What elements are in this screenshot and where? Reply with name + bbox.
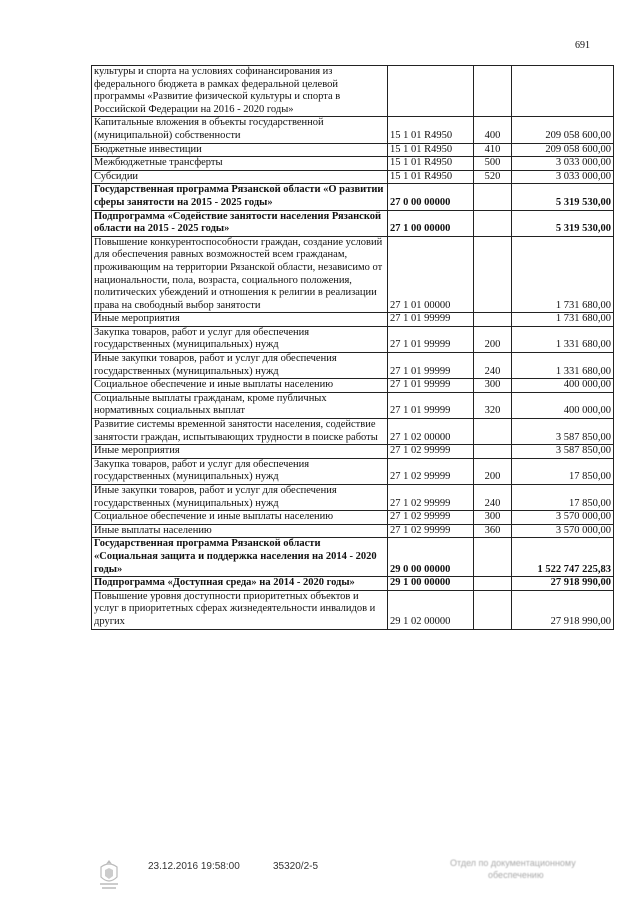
row-name-cell: Капитальные вложения в объекты государственной (муниципальной) собственности (92, 117, 388, 143)
page-number: 691 (575, 40, 590, 51)
row-expense-type-cell: 300 (474, 511, 512, 525)
table-row (92, 485, 614, 511)
row-name-cell: Субсидии (92, 170, 388, 184)
row-expense-type-cell: 500 (474, 157, 512, 171)
row-name-cell: Закупка товаров, работ и услуг для обеспечения государственных (муниципальных) нужд (92, 458, 388, 484)
table-row (92, 210, 614, 236)
row-expense-type-cell: 300 (474, 379, 512, 393)
row-code-cell: 27 1 01 99999 (388, 313, 474, 327)
row-amount-cell: 1 331 680,00 (512, 353, 614, 379)
row-code-cell: 29 1 02 00000 (388, 590, 474, 629)
row-name-cell: Развитие системы временной занятости населения, содействие занятости граждан, испытывающих трудности в поиске работы (92, 419, 388, 445)
row-name-cell: Иные закупки товаров, работ и услуг для обеспечения государственных (муниципальных) нужд (92, 353, 388, 379)
row-code-cell: 27 1 01 99999 (388, 353, 474, 379)
row-expense-type-cell: 240 (474, 485, 512, 511)
row-expense-type-cell: 410 (474, 143, 512, 157)
row-expense-type-cell: 200 (474, 326, 512, 352)
row-expense-type-cell: 200 (474, 458, 512, 484)
row-amount-cell: 400 000,00 (512, 379, 614, 393)
footer-datetime: 23.12.2016 19:58:00 (148, 861, 240, 872)
row-code-cell: 27 1 02 99999 (388, 458, 474, 484)
table-row (92, 353, 614, 379)
row-name-cell: Иные мероприятия (92, 445, 388, 459)
row-amount-cell: 3 033 000,00 (512, 170, 614, 184)
row-expense-type-cell: 520 (474, 170, 512, 184)
row-expense-type-cell (474, 236, 512, 313)
row-name-cell: Иные мероприятия (92, 313, 388, 327)
row-code-cell: 15 1 01 R4950 (388, 117, 474, 143)
table-row (92, 117, 614, 143)
table-row (92, 379, 614, 393)
row-expense-type-cell: 360 (474, 524, 512, 538)
coat-of-arms-icon (96, 857, 122, 891)
row-amount-cell: 400 000,00 (512, 392, 614, 418)
row-name-cell: Государственная программа Рязанской области «Социальная защита и поддержка населения на 2014 - 2020 годы» (92, 538, 388, 577)
row-amount-cell: 27 918 990,00 (512, 577, 614, 591)
row-code-cell: 27 1 02 99999 (388, 485, 474, 511)
table-row (92, 157, 614, 171)
table-row (92, 66, 614, 117)
row-name-cell: культуры и спорта на условиях софинансирования из федерального бюджета в рамках федеральной целевой программы «Развитие физической культуры и спорта в Российской Федерации на 2016 - 2020 годы» (92, 66, 388, 117)
row-code-cell: 15 1 01 R4950 (388, 170, 474, 184)
row-code-cell: 15 1 01 R4950 (388, 143, 474, 157)
row-amount-cell: 17 850,00 (512, 485, 614, 511)
row-code-cell: 29 1 00 00000 (388, 577, 474, 591)
table-row (92, 511, 614, 525)
row-expense-type-cell (474, 590, 512, 629)
row-amount-cell: 5 319 530,00 (512, 184, 614, 210)
row-code-cell: 27 1 01 99999 (388, 379, 474, 393)
row-name-cell: Иные выплаты населению (92, 524, 388, 538)
budget-table (91, 65, 614, 630)
row-amount-cell: 5 319 530,00 (512, 210, 614, 236)
row-amount-cell: 209 058 600,00 (512, 117, 614, 143)
row-expense-type-cell (474, 538, 512, 577)
row-name-cell: Социальное обеспечение и иные выплаты населению (92, 511, 388, 525)
row-expense-type-cell: 320 (474, 392, 512, 418)
row-amount-cell (512, 66, 614, 117)
row-amount-cell: 209 058 600,00 (512, 143, 614, 157)
table-row (92, 170, 614, 184)
row-code-cell (388, 66, 474, 117)
row-code-cell: 27 1 02 00000 (388, 419, 474, 445)
row-code-cell: 15 1 01 R4950 (388, 157, 474, 171)
row-name-cell: Подпрограмма «Доступная среда» на 2014 - 2020 годы» (92, 577, 388, 591)
row-name-cell: Государственная программа Рязанской области «О развитии сферы занятости на 2015 - 2025 годы» (92, 184, 388, 210)
row-amount-cell: 17 850,00 (512, 458, 614, 484)
page-footer (0, 857, 640, 897)
row-expense-type-cell (474, 210, 512, 236)
row-name-cell: Повышение конкурентоспособности граждан, создание условий для обеспечения равных возможностей всем гражданам, проживающим на территории Рязанской области, независимо от национальности, пола, возраста, социального положения, политических убеждений и отношения к религии в реализации права на свободный выбор занятости (92, 236, 388, 313)
row-code-cell: 27 1 02 99999 (388, 511, 474, 525)
table-row (92, 458, 614, 484)
footer-document-id: 35320/2-5 (273, 861, 319, 872)
row-amount-cell: 1 731 680,00 (512, 236, 614, 313)
row-code-cell: 27 1 00 00000 (388, 210, 474, 236)
row-expense-type-cell (474, 577, 512, 591)
row-amount-cell: 3 587 850,00 (512, 419, 614, 445)
row-code-cell: 27 1 01 00000 (388, 236, 474, 313)
footer-watermark-stamp (450, 857, 576, 881)
row-name-cell: Повышение уровня доступности приоритетных объектов и услуг в приоритетных сферах жизнедеятельности инвалидов и других (92, 590, 388, 629)
table-row (92, 236, 614, 313)
row-expense-type-cell (474, 66, 512, 117)
row-amount-cell: 1 522 747 225,83 (512, 538, 614, 577)
row-code-cell: 27 1 02 99999 (388, 524, 474, 538)
row-amount-cell: 1 731 680,00 (512, 313, 614, 327)
row-code-cell: 27 1 02 99999 (388, 445, 474, 459)
table-row (92, 590, 614, 629)
row-expense-type-cell (474, 313, 512, 327)
row-amount-cell: 3 033 000,00 (512, 157, 614, 171)
row-code-cell: 27 1 01 99999 (388, 326, 474, 352)
row-amount-cell: 3 570 000,00 (512, 524, 614, 538)
row-amount-cell: 3 570 000,00 (512, 511, 614, 525)
stamp-line-2: обеспечению (488, 870, 544, 880)
row-amount-cell: 27 918 990,00 (512, 590, 614, 629)
row-expense-type-cell (474, 184, 512, 210)
row-expense-type-cell: 240 (474, 353, 512, 379)
row-expense-type-cell: 400 (474, 117, 512, 143)
table-row (92, 392, 614, 418)
table-row (92, 143, 614, 157)
row-expense-type-cell (474, 445, 512, 459)
table-row (92, 184, 614, 210)
row-name-cell: Иные закупки товаров, работ и услуг для обеспечения государственных (муниципальных) нужд (92, 485, 388, 511)
table-row (92, 538, 614, 577)
table-row (92, 326, 614, 352)
row-name-cell: Бюджетные инвестиции (92, 143, 388, 157)
row-name-cell: Социальные выплаты гражданам, кроме публичных нормативных социальных выплат (92, 392, 388, 418)
row-name-cell: Межбюджетные трансферты (92, 157, 388, 171)
row-code-cell: 29 0 00 00000 (388, 538, 474, 577)
row-expense-type-cell (474, 419, 512, 445)
row-amount-cell: 3 587 850,00 (512, 445, 614, 459)
table-row (92, 419, 614, 445)
row-name-cell: Закупка товаров, работ и услуг для обеспечения государственных (муниципальных) нужд (92, 326, 388, 352)
row-code-cell: 27 1 01 99999 (388, 392, 474, 418)
budget-table-body (92, 66, 614, 630)
row-name-cell: Подпрограмма «Содействие занятости населения Рязанской области на 2015 - 2025 годы» (92, 210, 388, 236)
table-row (92, 313, 614, 327)
row-name-cell: Социальное обеспечение и иные выплаты населению (92, 379, 388, 393)
table-row (92, 577, 614, 591)
table-row (92, 524, 614, 538)
table-row (92, 445, 614, 459)
row-code-cell: 27 0 00 00000 (388, 184, 474, 210)
stamp-line-1: Отдел по документационному (450, 858, 576, 868)
row-amount-cell: 1 331 680,00 (512, 326, 614, 352)
